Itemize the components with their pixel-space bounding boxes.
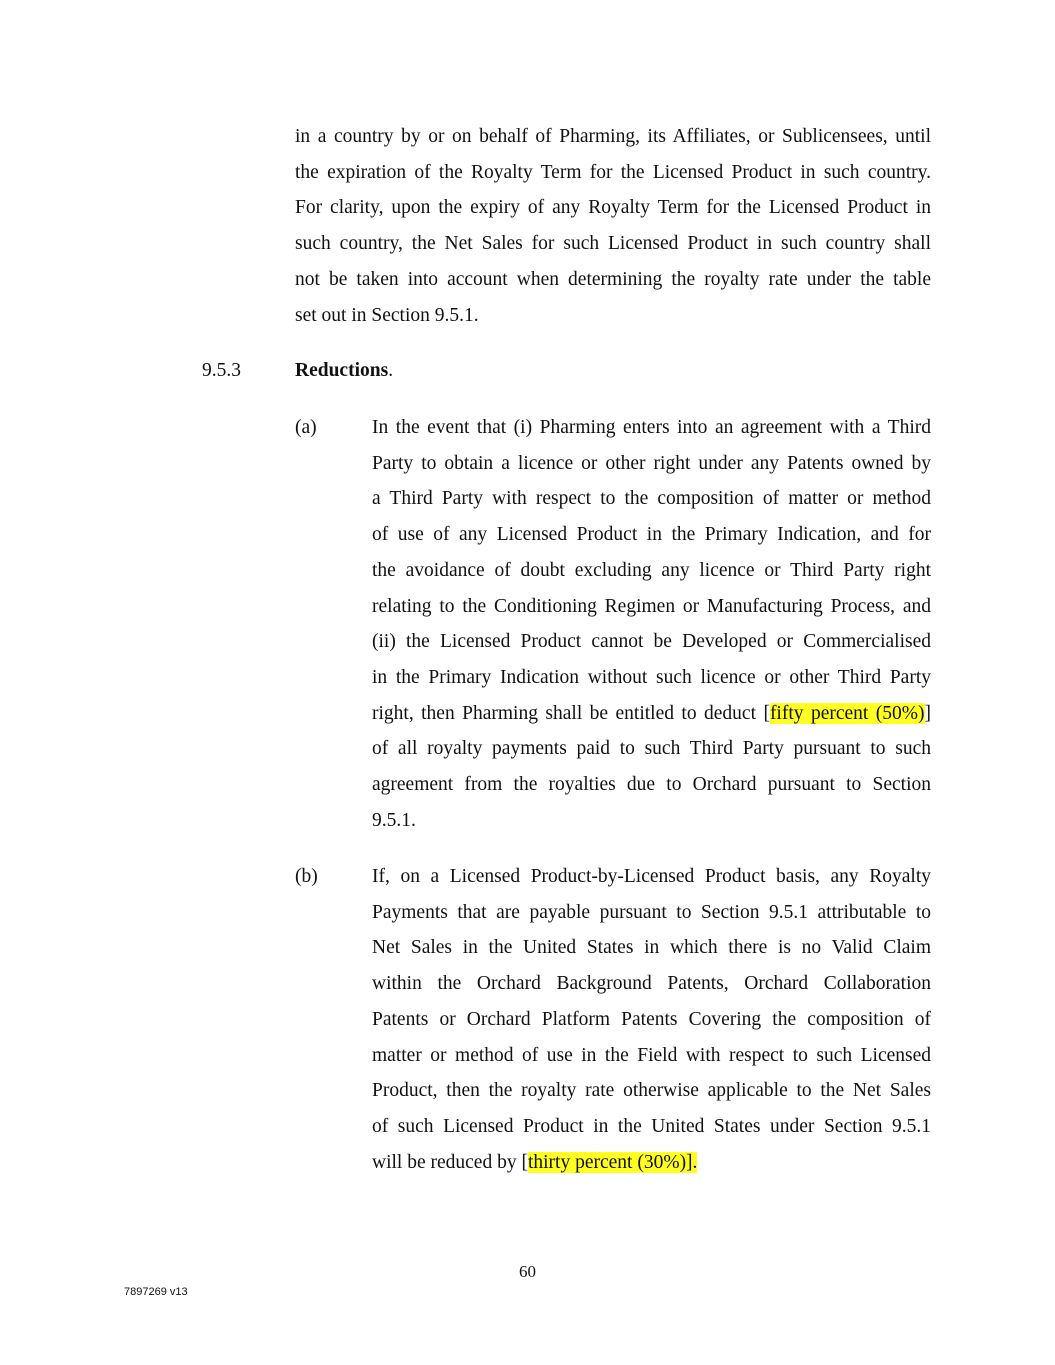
text-fragment: right, then Pharming shall be entitled to deduct [: [372, 702, 770, 724]
section-heading: [295, 353, 393, 389]
continuation-paragraph: [295, 119, 931, 333]
text-line: such country, the Net Sales for such Licensed Product in such country shall: [295, 233, 931, 255]
section-number: 9.5.3: [202, 360, 241, 381]
text-line: of use of any Licensed Product in the Primary Indication, and for: [372, 524, 931, 546]
text-fragment: will be reduced by [: [372, 1151, 528, 1173]
text-line: of all royalty payments paid to such Third Party pursuant to such: [372, 738, 931, 760]
text-line: For clarity, upon the expiry of any Royalty Term for the Licensed Product in: [295, 197, 931, 219]
text-line: (ii) the Licensed Product cannot be Developed or Commercialised: [372, 631, 931, 653]
item-a-label: (a): [295, 417, 317, 438]
text-line: Payments that are payable pursuant to Section 9.5.1 attributable to: [372, 901, 931, 923]
text-line: of such Licensed Product in the United States under Section 9.5.1: [372, 1115, 931, 1137]
text-line: Patents or Orchard Platform Patents Covering the composition of: [372, 1008, 931, 1030]
text-line: In the event that (i) Pharming enters into an agreement with a Third: [372, 417, 931, 438]
text-line: in a country by or on behalf of Pharming, its Affiliates, or Sublicensees, until: [295, 126, 931, 147]
text-line: 9.5.1.: [372, 809, 416, 831]
text-line: within the Orchard Background Patents, Orchard Collaboration: [372, 973, 931, 995]
text-line: agreement from the royalties due to Orchard pursuant to Section: [372, 774, 931, 796]
text-line: relating to the Conditioning Regimen or Manufacturing Process, and: [372, 595, 931, 617]
text-line: Product, then the royalty rate otherwise applicable to the Net Sales: [372, 1080, 931, 1102]
item-b-label: (b): [295, 866, 318, 887]
text-line: If, on a Licensed Product-by-Licensed Product basis, any Royalty: [372, 866, 931, 887]
text-line-highlighted: [372, 1145, 931, 1181]
section-title-suffix: .: [388, 360, 394, 381]
text-line-highlighted: [372, 696, 931, 732]
text-fragment: ]: [924, 702, 931, 724]
text-line: the avoidance of doubt excluding any licence or Third Party right: [372, 559, 931, 581]
item-b-paragraph: [372, 859, 931, 1180]
text-line: a Third Party with respect to the composition of matter or method: [372, 488, 931, 510]
text-line: set out in Section 9.5.1.: [295, 304, 479, 326]
section-title: Reductions: [295, 360, 389, 381]
text-line: Party to obtain a licence or other right under any Patents owned by: [372, 452, 931, 474]
item-a-paragraph: [372, 410, 931, 838]
text-line: in the Primary Indication without such licence or other Third Party: [372, 666, 931, 688]
highlighted-text: fifty percent (50%): [769, 702, 925, 724]
text-line: the expiration of the Royalty Term for the Licensed Product in such country.: [295, 161, 931, 183]
text-line: not be taken into account when determining the royalty rate under the table: [295, 268, 931, 290]
document-reference: 7897269 v13: [124, 1286, 188, 1298]
highlighted-text: thirty percent (30%)].: [527, 1151, 698, 1173]
text-line: Net Sales in the United States in which there is no Valid Claim: [372, 937, 931, 959]
page-number: 60: [519, 1262, 536, 1281]
text-line: matter or method of use in the Field with respect to such Licensed: [372, 1044, 931, 1066]
